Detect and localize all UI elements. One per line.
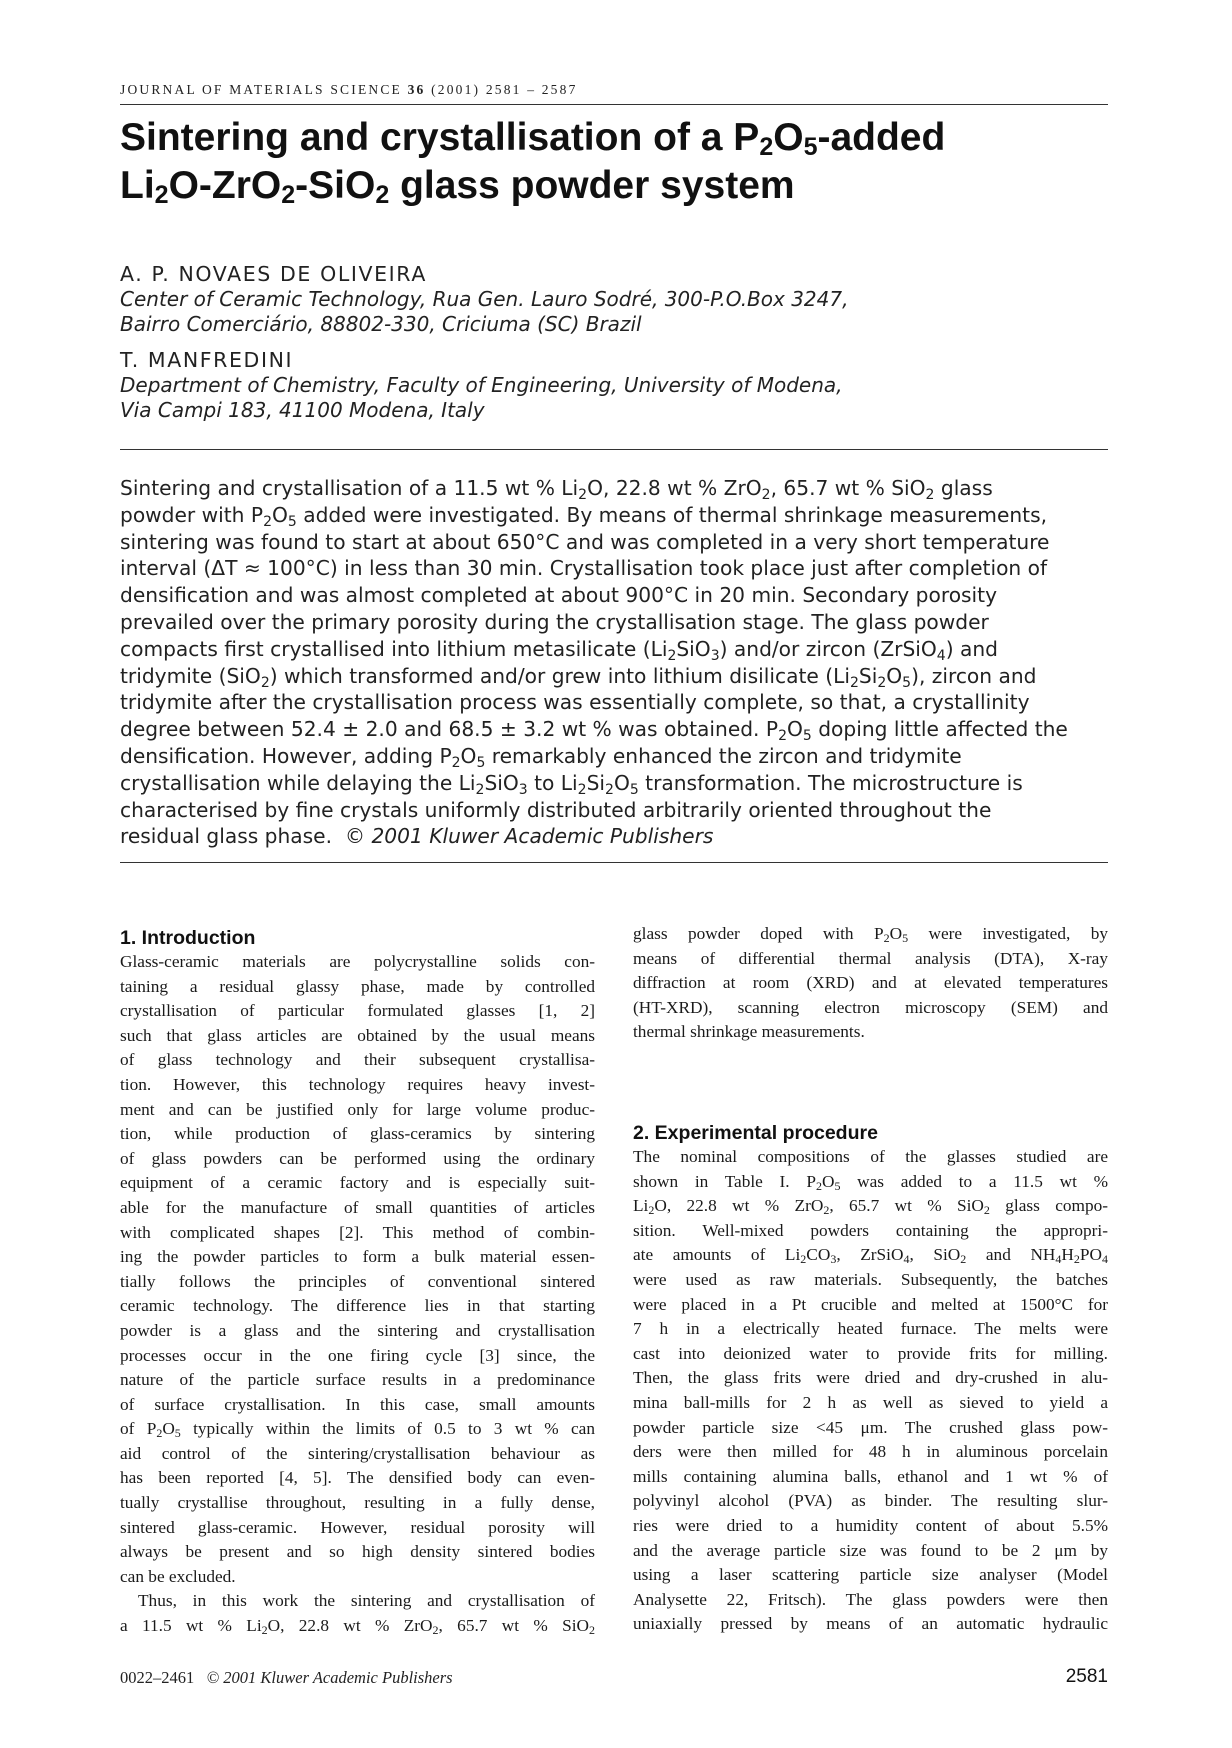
title-text: O [773,116,804,159]
body-line: thermal shrinkage measurements. [633,1022,865,1042]
title-subscript: 5 [803,133,818,161]
abstract-line: compacts first crystallised into lithium metasilicate $(Li_2SiO_3)$ and/or zircon (ZrSiO$_4$) and [120,636,998,664]
affiliation-line: Department of Chemistry, Faculty of Engineering, University of Modena, [120,373,843,397]
body-line: using a laser scattering particle size analyser (Model [633,1565,1108,1585]
journal-volume: 36 [407,82,426,97]
body-line: powder particle size <45 μm. The crushed glass pow- [633,1417,1108,1437]
body-line: ate amounts of $Li_2CO_3$, ZrSiO$_4$, SiO$_2$ and $NH_4H_2PO_4$ [633,1245,1108,1267]
abstract-line: residual glass phase. © 2001 Kluwer Academic Publishers [120,824,714,849]
paper-title [120,114,1120,210]
body-line: sition. Well-mixed powders containing the appropri- [633,1220,1108,1240]
body-line: able for the manufacture of small quantities of articles [120,1197,595,1217]
abstract-line: prevailed over the primary porosity during the crystallisation stage. The glass powder [120,609,989,634]
body-line: of $P_2O_5$ typically within the limits of 0.5 to 3 wt % can [120,1419,595,1441]
section-heading: 2. Experimental procedure [633,1122,878,1144]
introduction-body [120,950,595,1417]
body-line: can be excluded. [120,1566,236,1586]
title-subscript: 2 [375,181,390,209]
abstract-copyright: © 2001 Kluwer Academic Publishers [344,824,714,849]
body-line: mills containing alumina balls, ethanol and 1 wt % of [633,1466,1108,1486]
abstract-top-rule [120,449,1108,450]
footer-issn [120,1668,453,1688]
body-line: were used as raw materials. Subsequently, the batches [633,1269,1108,1289]
body-line: mina ball-mills for 2 h as well as sieved to yield a [633,1392,1108,1412]
body-line: powder is a glass and the sintering and crystallisation [120,1320,595,1340]
experimental-section [633,1121,1108,1637]
section-heading: 1. Introduction [120,927,256,949]
body-line: tually crystallise throughout, resulting in a fully dense, [120,1493,595,1513]
title-text: glass powder system [389,164,795,207]
abstract-line: powder with $P_2O_5$ added were investigated. By means of thermal shrinkage measurements, [120,502,1048,530]
body-line: aid control of the sintering/crystallisation behaviour as [120,1443,595,1463]
title-subscript: 2 [759,133,774,161]
journal-year-pages: (2001) 2581 – 2587 [431,82,578,97]
body-line: of surface crystallisation. In this case, small amounts [120,1394,595,1414]
body-line: means of differential thermal analysis (DTA), X-ray [633,948,1108,968]
body-line: Analysette 22, Fritsch). The glass powders were then [633,1589,1108,1609]
abstract-line: densification and was almost completed at about 900°C in 20 min. Secondary porosity [120,583,998,608]
title-line-1 [120,114,1120,162]
footer-copyright: © 2001 Kluwer Academic Publishers [206,1668,453,1687]
abstract-line: sintering was found to start at about 650°C and was completed in a very short temperature [120,529,1050,554]
introduction-body [120,1442,595,1565]
body-line: uniaxially pressed by means of an automatic hydraulic [633,1614,1108,1634]
body-line: ment and can be justified only for large volume produc- [120,1099,595,1119]
body-line: such that glass articles are obtained by the usual means [120,1025,595,1045]
body-line: tion, while production of glass-ceramics by sintering [120,1124,595,1144]
body-line: sintered glass-ceramic. However, residual porosity will [120,1517,595,1537]
body-line: ders were then milled for 48 h in aluminous porcelain [633,1442,1108,1462]
journal-header [120,82,578,98]
title-subscript: 2 [281,181,296,209]
experimental-body [633,1268,1108,1637]
title-text: -SiO [295,164,376,207]
body-line: glass powder doped with $P_2O_5$ were investigated, by [633,924,1108,945]
body-line: taining a residual glassy phase, made by controlled [120,976,595,996]
body-line: Thus, in this work the sintering and crystallisation of [138,1591,595,1611]
body-line: and the average particle size was found to be 2 μm by [633,1540,1108,1560]
affiliation-line: Via Campi 183, 41100 Modena, Italy [120,398,485,422]
body-line: ing the powder particles to form a bulk material essen- [120,1247,595,1267]
title-text: -added [817,116,946,159]
title-subscript: 2 [154,181,169,209]
title-line-2 [120,162,1120,210]
body-line: with complicated shapes [2]. This method of combin- [120,1222,595,1242]
body-line: has been reported [4, 5]. The densified body can even- [120,1468,595,1488]
body-line: equipment of a ceramic factory and is especially suit- [120,1173,595,1193]
affiliation-line: Bairro Comerciário, 88802-330, Criciuma (SC) Brazil [120,312,642,336]
introduction-section [120,926,595,1639]
body-line: ries were dried to a humidity content of about 5.5% [633,1515,1108,1535]
body-line: ceramic technology. The difference lies in that starting [120,1296,595,1316]
body-line: tion. However, this technology requires heavy invest- [120,1074,595,1094]
body-line: nature of the particle surface results in a predominance [120,1370,595,1390]
body-line: shown in Table I. $P_2O_5$ was added to a 11.5 wt % [633,1171,1108,1193]
introduction-continued [633,922,1108,1045]
header-rule [120,104,1108,105]
affiliation-line: Center of Ceramic Technology, Rua Gen. Lauro Sodré, 300-P.O.Box 3247, [120,287,849,311]
body-line: polyvinyl alcohol (PVA) as binder. The resulting slur- [633,1491,1108,1511]
abstract-bottom-rule [120,862,1108,863]
body-line: Then, the glass frits were dried and dry-crushed in alu- [633,1368,1108,1388]
issn: 0022–2461 [120,1668,195,1687]
abstract-line: interval (ΔT ≈ 100°C) in less than 30 min. Crystallisation took place just after completion of [120,556,1048,581]
abstract-line: degree between 52.4 ± 2.0 and 68.5 ± 3.2 wt % was obtained. $P_2O_5$ doping little affected the [120,717,1068,745]
body-line: a 11.5 wt % $Li_2O$, 22.8 wt % ZrO$_2$, 65.7 wt % SiO$_2$ [120,1616,595,1638]
abstract-line: densification. However, adding $P_2O_5$ remarkably enhanced the zircon and tridymite [120,743,962,771]
page-number: 2581 [1065,1666,1108,1687]
abstract-line: tridymite after the crystallisation process was essentially complete, so that, a crystallinity [120,690,1030,715]
body-line: tially follows the principles of conventional sintered [120,1271,595,1291]
body-line: processes occur in the one firing cycle [3] since, the [120,1345,595,1365]
body-line: always be present and so high density sintered bodies [120,1542,595,1562]
abstract-line: tridymite (SiO$_2$) which transformed and/or grew into lithium disilicate $(Li_2Si_2O_5)$, zircon and [120,663,1037,691]
body-line: (HT-XRD), scanning electron microscopy (SEM) and [633,997,1108,1017]
body-line: were placed in a Pt crucible and melted at 1500°C for [633,1294,1108,1314]
body-line: of glass powders can be performed using the ordinary [120,1148,595,1168]
body-line: cast into deionized water to provide frits for milling. [633,1343,1108,1363]
author-affiliation [120,287,1120,337]
title-text: Sintering and crystallisation of a P [120,116,760,159]
body-line: $Li_2O$, 22.8 wt % ZrO$_2$, 65.7 wt % SiO$_2$ glass compo- [633,1196,1108,1218]
body-line: diffraction at room (XRD) and at elevated temperatures [633,973,1108,993]
abstract-line: Sintering and crystallisation of a 11.5 wt % $Li_2O$, 22.8 wt % ZrO$_2$, 65.7 wt % SiO$_2$ glass [120,476,993,503]
author-affiliation [120,373,1120,423]
body-line: crystallisation of particular formulated glasses [1, 2] [120,1001,595,1021]
abstract-line: characterised by fine crystals uniformly distributed arbitrarily oriented throughout the [120,797,992,822]
author-name: T. MANFREDINI [120,348,294,372]
journal-name: JOURNAL OF MATERIALS SCIENCE [120,82,402,97]
title-text: O-ZrO [168,164,282,207]
body-line: The nominal compositions of the glasses studied are [633,1147,1108,1166]
body-line: 7 h in a electrically heated furnace. The melts were [633,1319,1108,1339]
body-line: Glass-ceramic materials are polycrystalline solids con- [120,952,595,971]
title-text: Li [120,164,155,207]
abstract-line: crystallisation while delaying the $Li_2SiO_3$ to $Li_2Si_2O_5$ transformation. The microstructure is [120,770,1023,798]
body-line: of glass technology and their subsequent crystallisa- [120,1050,595,1070]
author-name: A. P. NOVAES DE OLIVEIRA [120,262,427,286]
abstract [120,475,1108,850]
